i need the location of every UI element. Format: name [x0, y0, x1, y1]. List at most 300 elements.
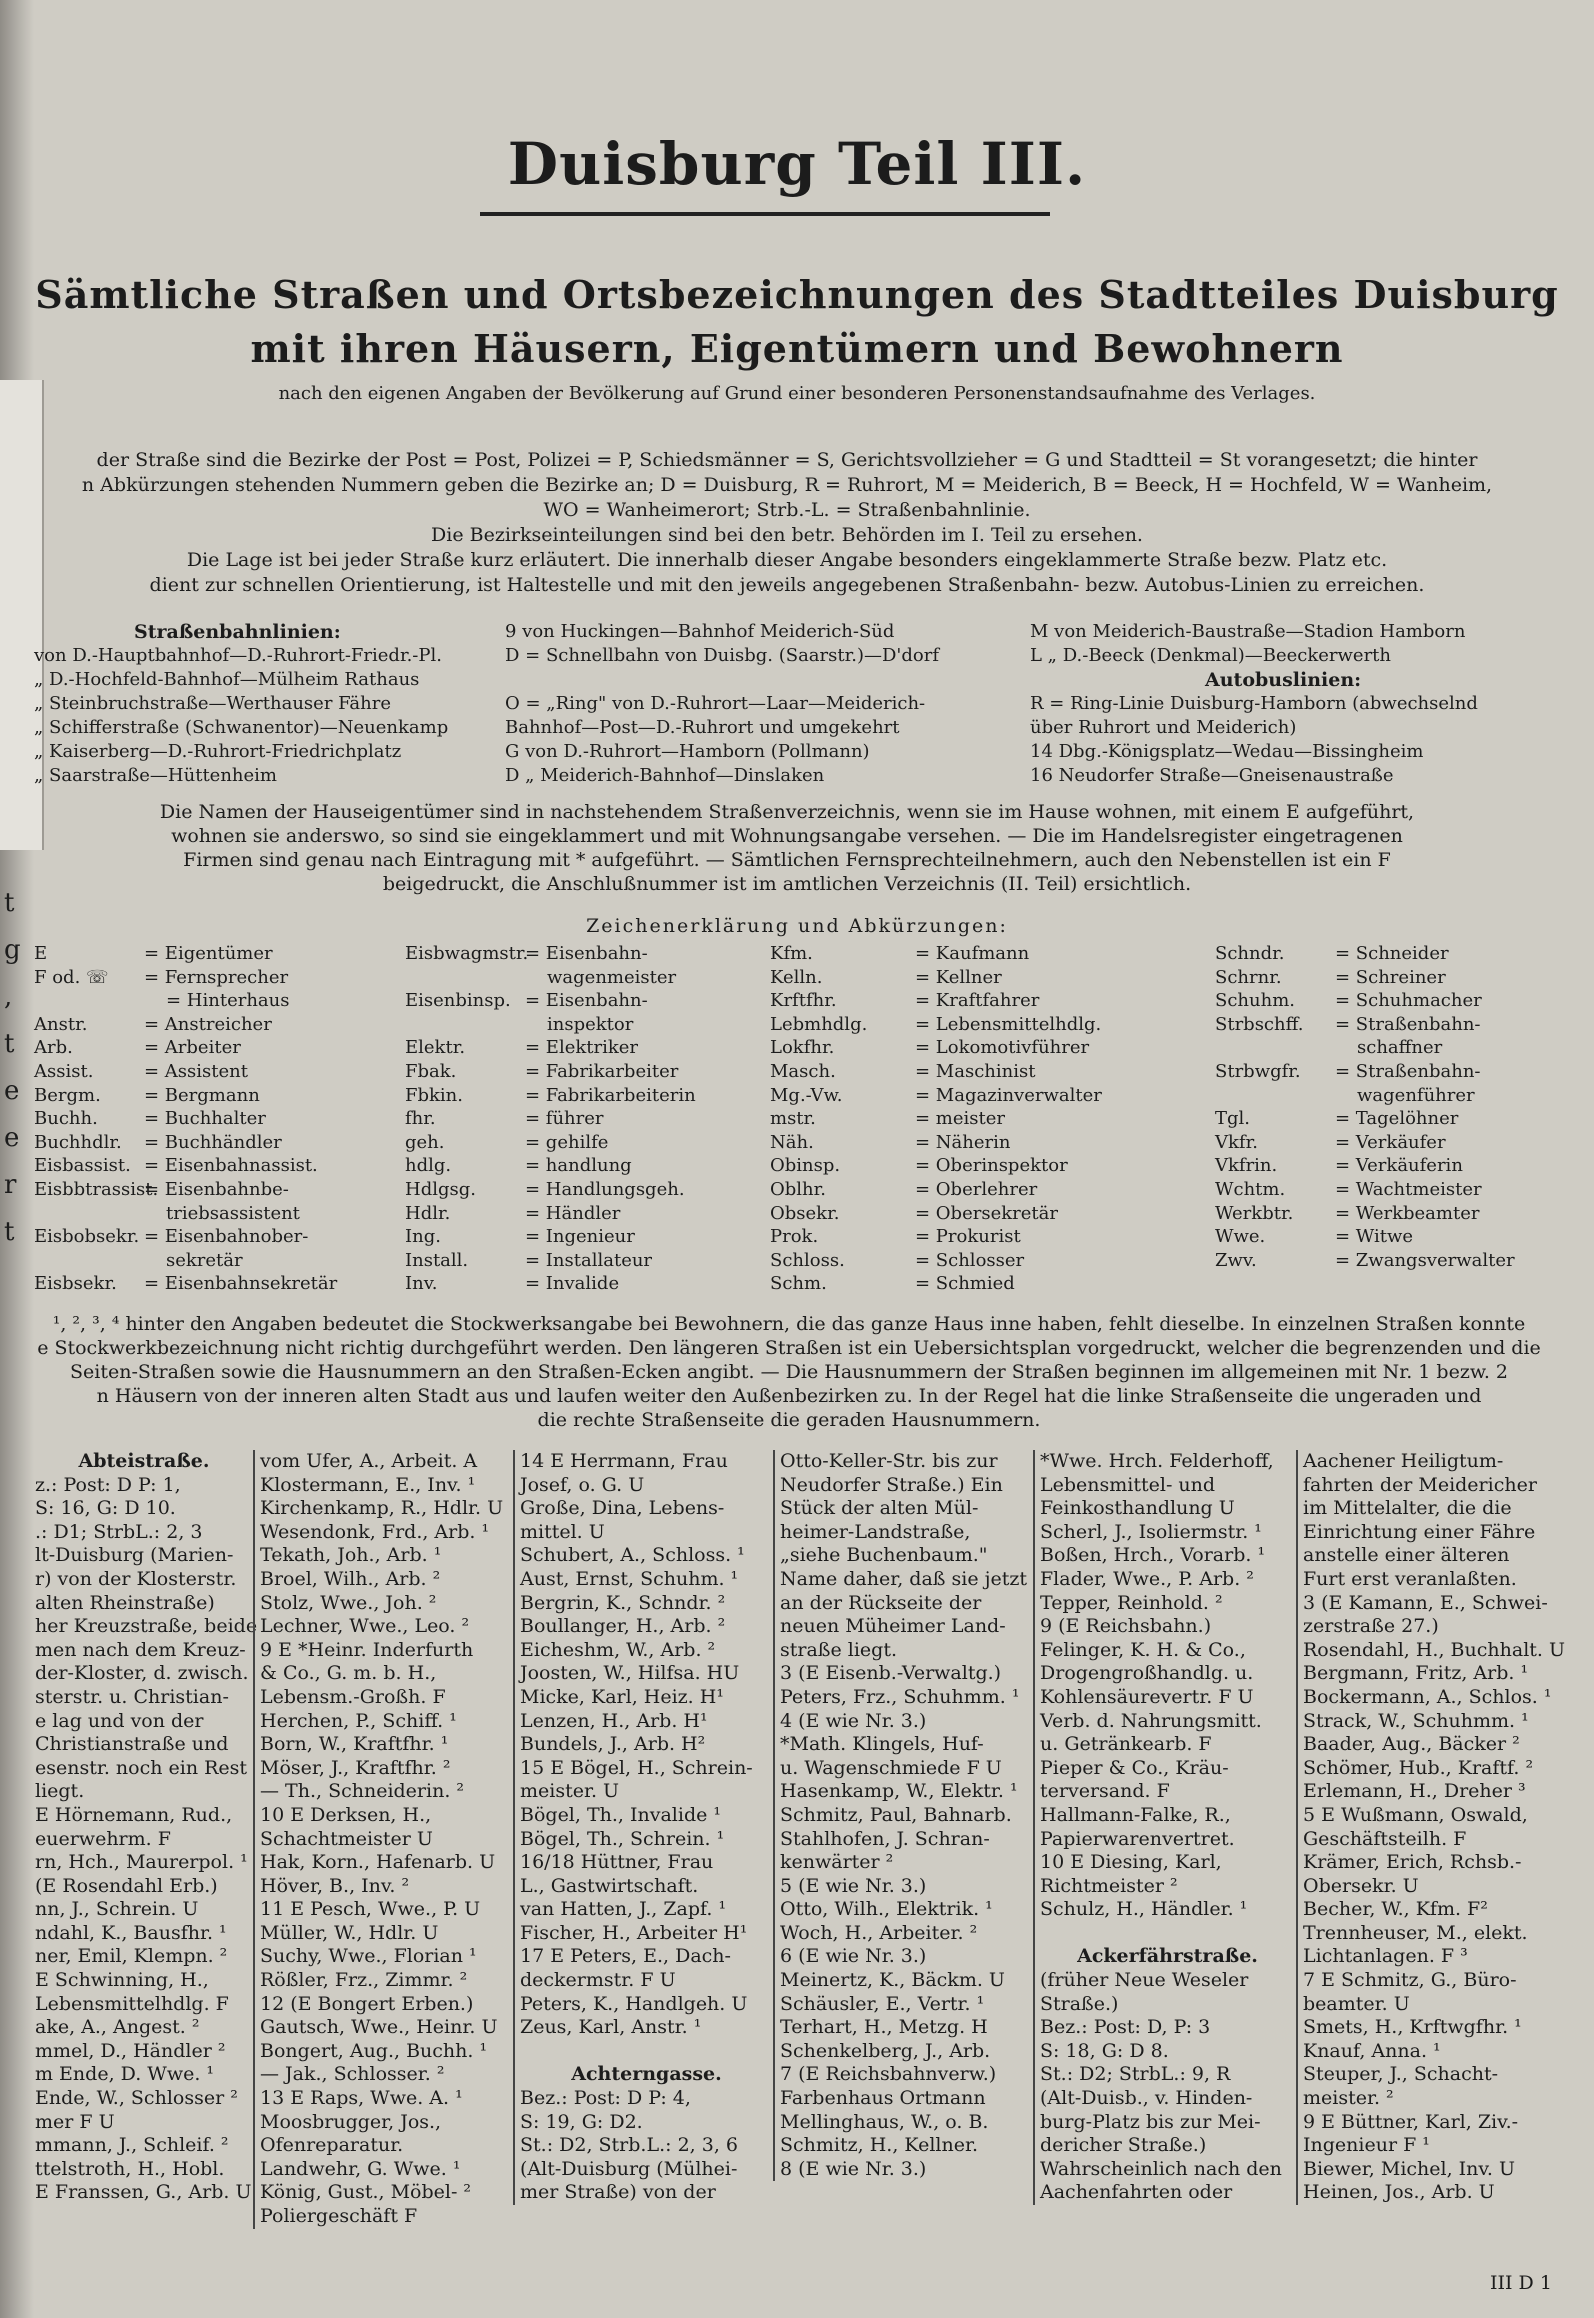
listing-line: Bögel, Th., Schrein. ¹ — [520, 1827, 725, 1850]
abbreviation-meaning: = Verkäuferin — [1335, 1155, 1463, 1177]
listing-line: Geschäftsteilh. F — [1303, 1827, 1467, 1850]
listing-line: Ende, W., Schlosser ² — [35, 2087, 238, 2110]
abbreviation-meaning: = Kaufmann — [915, 943, 1030, 964]
street-column-1 — [30, 1450, 258, 2205]
abbreviation-key — [1215, 1084, 1335, 1108]
abbreviation-row — [1215, 1013, 1565, 1037]
street-column-4 — [773, 1450, 1033, 2181]
abbreviation-row — [34, 1272, 404, 1296]
page-code: III D 1 — [1490, 2272, 1552, 2294]
listing-line: z.: Post: D P: 1, — [35, 1473, 181, 1496]
street-heading: Abteistraße. — [78, 1450, 210, 1472]
abbreviation-row — [405, 1084, 765, 1108]
abbreviation-row — [405, 942, 765, 966]
listing-line: Feinkosthandlung U — [1040, 1497, 1235, 1520]
listing-line: Trennheuser, M., elekt. — [1303, 1921, 1528, 1944]
listing-line: Klostermann, E., Inv. ¹ — [260, 1473, 476, 1496]
abbreviation-key — [405, 1013, 525, 1037]
listing-line: Obersekr. U — [1303, 1874, 1419, 1897]
listing-line: e lag und von der — [35, 1709, 204, 1732]
listing-line: Biewer, Michel, Inv. U — [1303, 2157, 1515, 2180]
owner-notice — [34, 800, 1540, 896]
listing-line: fahrten der Meidericher — [1303, 1473, 1537, 1496]
abbreviation-row — [34, 966, 404, 990]
listing-line: 8 (E wie Nr. 3.) — [780, 2157, 927, 2180]
owner-notice-line: Firmen sind genau nach Eintragung mit * aufgeführt. — Sämtlichen Fernsprechteilnehmern, auch den Nebenstellen ist ein F — [183, 849, 1391, 871]
abbreviation-row — [34, 942, 404, 966]
listing-line: Hak, Korn., Hafenarb. U — [260, 1851, 496, 1874]
abbreviation-key: Krftfhr. — [770, 990, 837, 1012]
listing-line: 15 E Bögel, H., Schrein- — [520, 1756, 753, 1779]
abbreviation-meaning: = Näherin — [915, 1131, 1011, 1153]
listing-line: Rosendahl, H., Buchhalt. U — [1303, 1638, 1565, 1661]
abbreviation-row — [405, 1107, 765, 1131]
listing-line: her Kreuzstraße, beide — [35, 1615, 258, 1638]
floor-notice-line: ¹, ², ³, ⁴ hinter den Angaben bedeutet die Stockwerksangabe bei Bewohnern, die das ganze Haus inne haben, fehlt dieselbe. In einzelnen Straßen konnte — [52, 1313, 1526, 1335]
listing-line: (Alt-Duisb., v. Hinden- — [1040, 2087, 1253, 2110]
abbreviation-row — [405, 1272, 765, 1296]
abbreviation-key: Näh. — [770, 1131, 814, 1153]
abbreviations-column — [34, 942, 404, 1296]
listing-line: 6 (E wie Nr. 3.) — [780, 1945, 927, 1968]
listing-line: Landwehr, G. Wwe. ¹ — [260, 2157, 461, 2180]
listing-line: Josef, o. G. U — [520, 1473, 645, 1496]
abbreviation-meaning: = Handlungsgeh. — [525, 1178, 685, 1200]
abbreviation-meaning: schaffner — [1357, 1037, 1443, 1059]
abbreviation-meaning: = meister — [915, 1108, 1006, 1130]
abbreviation-row — [34, 1013, 404, 1037]
listing-line: anstelle einer älteren — [1303, 1544, 1510, 1567]
listing-line: 14 E Herrmann, Frau — [520, 1450, 728, 1472]
listing-line: 10 E Derksen, H., — [260, 1803, 432, 1826]
abbreviation-row — [770, 966, 1200, 990]
abbreviation-key: Vkfr. — [1215, 1131, 1258, 1153]
abbreviation-meaning: = Installateur — [525, 1249, 653, 1271]
listing-line: E Schwinning, H., — [35, 1969, 209, 1992]
abbreviation-meaning: = Elektriker — [525, 1037, 639, 1059]
abbreviation-key: Schndr. — [1215, 943, 1285, 964]
abbreviation-meaning: = Tagelöhner — [1335, 1108, 1459, 1130]
listing-line: Verb. d. Nahrungsmitt. — [1040, 1709, 1262, 1732]
abbreviation-meaning: = Witwe — [1335, 1226, 1414, 1248]
listing-line: vom Ufer, A., Arbeit. A — [260, 1450, 478, 1472]
listing-line: St.: D2, Strb.L.: 2, 3, 6 — [520, 2134, 738, 2157]
floor-notice — [34, 1312, 1544, 1432]
abbreviation-key: Lokfhr. — [770, 1037, 835, 1059]
listing-line: Höver, B., Inv. ² — [260, 1874, 410, 1897]
listing-line: m Ende, D. Wwe. ¹ — [35, 2063, 215, 2086]
abbreviation-meaning: = Prokurist — [915, 1226, 1021, 1248]
abbreviation-key: Bergm. — [34, 1084, 101, 1106]
tram-line-item: Bahnhof—Post—D.-Ruhrort und umgekehrt — [505, 717, 900, 738]
abbreviations-heading: Zeichenerklärung und Abkürzungen: — [586, 915, 1008, 937]
listing-line: Richtmeister ² — [1040, 1874, 1178, 1897]
abbreviation-meaning: = Anstreicher — [144, 1013, 272, 1035]
listing-line: Schenkelberg, J., Arb. — [780, 2039, 991, 2062]
tram-lines-column — [34, 620, 494, 788]
listing-line: 5 (E wie Nr. 3.) — [780, 1874, 927, 1897]
listing-line: Steuper, J., Schacht- — [1303, 2063, 1499, 2086]
listing-line: Stück der alten Mül- — [780, 1497, 979, 1520]
tram-line-item: „ Schifferstraße (Schwanentor)—Neuenkamp — [34, 717, 449, 738]
intro-line: dient zur schnellen Orientierung, ist Haltestelle und mit den jeweils angegebenen Straßenbahn- bezw. Autobus-Linien zu erreichen. — [149, 574, 1425, 596]
listing-line: Schachtmeister U — [260, 1827, 433, 1850]
abbreviation-meaning: = Hinterhaus — [166, 990, 290, 1012]
abbreviation-key: F od. ☏ — [34, 966, 109, 988]
abbreviation-row — [770, 1225, 1200, 1249]
tram-line-item: O = „Ring" von D.-Ruhrort—Laar—Meiderich- — [505, 693, 926, 714]
listing-line: beamter. U — [1303, 1992, 1410, 2015]
abbreviation-key: Eisenbinsp. — [405, 990, 511, 1012]
listing-line: Name daher, daß sie jetzt — [780, 1567, 1028, 1590]
listing-line: Lebensmittel- und — [1040, 1473, 1216, 1496]
abbreviation-row — [770, 1107, 1200, 1131]
abbreviation-key: Anstr. — [34, 1013, 88, 1035]
listing-line: Hallmann-Falke, R., — [1040, 1803, 1231, 1826]
listing-line: mmel, D., Händler ² — [35, 2039, 226, 2062]
listing-line: zerstraße 27.) — [1303, 1615, 1439, 1638]
bus-line-item: über Ruhrort und Meiderich) — [1030, 717, 1297, 738]
abbreviation-row — [405, 1060, 765, 1084]
listing-line: men nach dem Kreuz- — [35, 1638, 246, 1661]
abbreviation-meaning: wagenführer — [1357, 1084, 1475, 1106]
listing-line: Lenzen, H., Arb. H¹ — [520, 1709, 708, 1732]
listing-line: Stahlhofen, J. Schran- — [780, 1827, 990, 1850]
listing-line: deckermstr. F U — [520, 1969, 676, 1992]
listing-line: Boßen, Hrch., Vorarb. ¹ — [1040, 1544, 1266, 1567]
abbreviation-row — [1215, 966, 1565, 990]
abbreviation-row — [770, 1036, 1200, 1060]
listing-line: Krämer, Erich, Rchsb.- — [1303, 1851, 1522, 1874]
abbreviation-meaning: = Kellner — [915, 966, 1002, 988]
abbreviation-meaning: = Eisenbahnbe- — [144, 1178, 289, 1200]
abbreviation-row — [405, 1249, 765, 1273]
listing-line: — Jak., Schlosser. ² — [260, 2063, 445, 2086]
listing-line: Born, W., Kraftfhr. ¹ — [260, 1733, 449, 1756]
abbreviation-row — [405, 1036, 765, 1060]
listing-line: 7 E Schmitz, G., Büro- — [1303, 1969, 1517, 1992]
abbreviation-key — [34, 1202, 144, 1226]
listing-line: esenstr. noch ein Rest — [35, 1756, 248, 1779]
title-underline — [480, 212, 1050, 216]
abbreviation-key: Oblhr. — [770, 1178, 826, 1200]
abbreviation-key: Fbkin. — [405, 1084, 463, 1106]
listing-line: Ingenieur F ¹ — [1303, 2134, 1430, 2157]
listing-line: dericher Straße.) — [1040, 2134, 1207, 2157]
listing-line: euerwehrm. F — [35, 1827, 171, 1850]
abbreviation-meaning: = handlung — [525, 1155, 632, 1177]
margin-letters: t g , t e e r t — [4, 888, 21, 1247]
abbreviation-meaning: = Verkäufer — [1335, 1131, 1446, 1153]
abbreviation-key: Eisbbtrassist. — [34, 1178, 159, 1200]
abbreviation-row — [770, 1202, 1200, 1226]
listing-line: Terhart, H., Metzg. H — [780, 2016, 988, 2039]
abbreviation-row — [34, 1202, 404, 1226]
listing-line: Kohlensäurevertr. F U — [1040, 1685, 1254, 1708]
listing-line: Kirchenkamp, R., Hdlr. U — [260, 1497, 504, 1520]
abbreviation-key: Arb. — [34, 1037, 73, 1059]
street-column-6 — [1296, 1450, 1565, 2205]
listing-line: Schömer, Hub., Kraftf. ² — [1303, 1756, 1534, 1779]
listing-line — [1040, 1922, 1295, 1946]
listing-line: Lebensmittelhdlg. F — [35, 1992, 229, 2015]
listing-line: Bez.: Post: D, P: 3 — [1040, 2016, 1211, 2039]
listing-line: 9 (E Reichsbahn.) — [1040, 1615, 1212, 1638]
abbreviation-key: fhr. — [405, 1108, 436, 1130]
listing-line: Felinger, K. H. & Co., — [1040, 1638, 1246, 1661]
tram-lines-column-2 — [505, 620, 1015, 788]
abbreviation-row — [34, 1249, 404, 1273]
abbreviation-meaning: = Fernsprecher — [144, 966, 289, 988]
listing-line: Drogengroßhandlg. u. — [1040, 1662, 1254, 1685]
abbreviation-meaning: = Schuhmacher — [1335, 990, 1482, 1012]
listing-line: mer F U — [35, 2110, 115, 2133]
abbreviation-meaning: sekretär — [166, 1249, 243, 1271]
listing-line: Hasenkamp, W., Elektr. ¹ — [780, 1780, 1018, 1803]
floor-notice-line: Seiten-Straßen sowie die Hausnummern an den Straßen-Ecken angibt. — Die Hausnummern der Straßen beginnen im allgemeinen mit Nr. 1 bezw. 2 — [69, 1361, 1509, 1383]
abbreviation-row — [1215, 1131, 1565, 1155]
listing-line: Schulz, H., Händler. ¹ — [1040, 1898, 1248, 1921]
abbreviation-row — [1215, 1202, 1565, 1226]
abbreviation-meaning: = gehilfe — [525, 1131, 609, 1153]
listing-line: Heinen, Jos., Arb. U — [1303, 2181, 1495, 2204]
street-heading: Achterngasse. — [571, 2063, 722, 2086]
listing-line: lt-Duisburg (Marien- — [35, 1544, 234, 1567]
abbreviation-row — [1215, 1249, 1565, 1273]
abbreviation-row — [1215, 1154, 1565, 1178]
abbreviation-key: Schrnr. — [1215, 966, 1282, 988]
intro-line: Die Lage ist bei jeder Straße kurz erläutert. Die innerhalb dieser Angabe besonders eingeklammerte Straße bezw. Platz etc. — [186, 549, 1388, 571]
abbreviation-key: Hdlgsg. — [405, 1178, 476, 1200]
page-title: Duisburg Teil III. — [507, 130, 1087, 198]
listing-line: Poliergeschäft F — [260, 2205, 418, 2227]
intro-line: WO = Wanheimerort; Strb.-L. = Straßenbahnlinie. — [543, 499, 1031, 521]
abbreviation-row — [770, 942, 1200, 966]
abbreviation-meaning: = Wachtmeister — [1335, 1178, 1482, 1200]
abbreviation-row — [405, 1225, 765, 1249]
listing-line: Aust, Ernst, Schuhm. ¹ — [520, 1567, 739, 1590]
abbreviation-row — [34, 1178, 404, 1202]
listing-line: E Hörnemann, Rud., — [35, 1803, 233, 1826]
abbreviation-meaning: = Magazinverwalter — [915, 1084, 1102, 1106]
abbreviation-key: Prok. — [770, 1226, 819, 1248]
listing-line: Lechner, Wwe., Leo. ² — [260, 1615, 470, 1638]
abbreviation-key: Eisbobsekr. — [34, 1226, 140, 1248]
listing-line: Stolz, Wwe., Joh. ² — [260, 1591, 437, 1614]
abbreviation-key: Strbwgfr. — [1215, 1060, 1301, 1082]
listing-line: Schäusler, E., Vertr. ¹ — [780, 1992, 985, 2015]
listing-line: Scherl, J., Isoliermstr. ¹ — [1040, 1520, 1262, 1543]
abbreviation-key: Zwv. — [1215, 1249, 1257, 1271]
listing-line: Neudorfer Straße.) Ein — [780, 1473, 1003, 1496]
abbreviation-meaning: = Straßenbahn- — [1335, 1060, 1481, 1082]
listing-line: Bez.: Post: D P: 4, — [520, 2087, 691, 2110]
abbreviation-row — [34, 989, 404, 1013]
abbreviation-meaning: wagenmeister — [547, 966, 677, 988]
listing-line: Schubert, A., Schloss. ¹ — [520, 1544, 745, 1567]
listing-line: ner, Emil, Klempn. ² — [35, 1945, 228, 1968]
listing-line: Bergrin, K., Schndr. ² — [520, 1591, 726, 1614]
bus-line-item: 16 Neudorfer Straße—Gneisenaustraße — [1030, 765, 1394, 786]
listing-line: Micke, Karl, Heiz. H¹ — [520, 1685, 724, 1708]
listing-line: Mellinghaus, W., o. B. — [780, 2110, 989, 2133]
abbreviation-key: Ing. — [405, 1226, 441, 1248]
abbreviation-meaning: = Händler — [525, 1202, 621, 1224]
tram-line-item: D „ Meiderich-Bahnhof—Dinslaken — [505, 765, 825, 786]
listing-line: Möser, J., Kraftfhr. ² — [260, 1756, 451, 1779]
abbreviation-key: Werkbtr. — [1215, 1202, 1294, 1224]
listing-line: sterstr. u. Christian- — [35, 1685, 229, 1708]
abbreviation-row — [34, 1225, 404, 1249]
abbreviation-row — [34, 1084, 404, 1108]
abbreviation-row — [770, 1084, 1200, 1108]
abbreviation-key: Vkfrin. — [1215, 1155, 1278, 1177]
abbreviations-column — [1215, 942, 1565, 1272]
listing-line: Schmitz, H., Kellner. — [780, 2134, 978, 2157]
abbreviation-key: Obinsp. — [770, 1155, 841, 1177]
listing-line: meister. ² — [1303, 2087, 1394, 2110]
abbreviation-row — [1215, 1107, 1565, 1131]
listing-line: Moosbrugger, Jos., — [260, 2110, 442, 2133]
listing-line: Schmitz, Paul, Bahnarb. — [780, 1803, 1012, 1826]
abbreviation-row — [34, 1131, 404, 1155]
tram-line-item: „ Saarstraße—Hüttenheim — [34, 765, 277, 786]
abbreviation-meaning: = Schlosser — [915, 1249, 1025, 1271]
listing-line: 17 E Peters, E., Dach- — [520, 1945, 731, 1968]
tram-line-item: L „ D.-Beeck (Denkmal)—Beeckerwerth — [1030, 645, 1392, 666]
listing-line: & Co., G. m. b. H., — [260, 1662, 437, 1685]
intro-line: Die Bezirkseinteilungen sind bei den betr. Behörden im I. Teil zu ersehen. — [431, 524, 1143, 546]
abbreviation-row — [34, 1036, 404, 1060]
abbreviation-key — [34, 989, 144, 1013]
listing-line: Fischer, H., Arbeiter H¹ — [520, 1921, 748, 1944]
listing-line: Große, Dina, Lebens- — [520, 1497, 725, 1520]
listing-line: Bögel, Th., Invalide ¹ — [520, 1803, 722, 1826]
abbreviation-row — [770, 1013, 1200, 1037]
abbreviation-meaning: = Schreiner — [1335, 966, 1446, 988]
listing-line: Straße.) — [1040, 1992, 1119, 2015]
abbreviation-meaning: = Eisenbahnsekretär — [144, 1273, 338, 1295]
abbreviation-meaning: = Maschinist — [915, 1060, 1036, 1082]
listing-line: „siehe Buchenbaum." — [780, 1544, 988, 1567]
listing-line: 16/18 Hüttner, Frau — [520, 1851, 714, 1874]
listing-line: Lebensm.-Großh. F — [260, 1685, 446, 1708]
tram-line-item — [505, 668, 1015, 692]
abbreviation-key: Buchh. — [34, 1108, 98, 1130]
subtitle-note: nach den eigenen Angaben der Bevölkerung auf Grund einer besonderen Personenstandsaufnahme des Verlages. — [278, 383, 1316, 404]
intro-line: der Straße sind die Bezirke der Post = Post, Polizei = P, Schiedsmänner = S, Gerichtsvollzieher = G und Stadtteil = St vorangesetzt; die hinter — [96, 449, 1478, 471]
abbreviation-key: Hdlr. — [405, 1202, 451, 1224]
listing-line: Bockermann, A., Schlos. ¹ — [1303, 1685, 1552, 1708]
listing-line: 11 E Pesch, Wwe., P. U — [260, 1898, 481, 1921]
floor-notice-line: e Stockwerkbezeichnung nicht richtig durchgeführt werden. Den längeren Straßen ist ein Uebersichtsplan vorgedruckt, welcher die begrenzenden und die — [37, 1337, 1541, 1359]
abbreviation-meaning: inspektor — [547, 1013, 634, 1035]
listing-line: Otto, Wilh., Elektrik. ¹ — [780, 1898, 993, 1921]
abbreviation-key: Install. — [405, 1249, 469, 1271]
abbreviation-key: mstr. — [770, 1108, 816, 1130]
listing-line: E Franssen, G., Arb. U — [35, 2181, 252, 2204]
listing-line: 7 (E Reichsbahnverw.) — [780, 2063, 997, 2086]
intro-line: n Abkürzungen stehenden Nummern geben die Bezirke an; D = Duisburg, R = Ruhrort, M = Meiderich, B = Beeck, H = Hochfeld, W = Wanheim, — [81, 474, 1493, 496]
listing-line: (früher Neue Weseler — [1040, 1969, 1249, 1992]
abbreviation-meaning: = Eisenbahnassist. — [144, 1155, 318, 1177]
tram-line-item: M von Meiderich-Baustraße—Stadion Hamborn — [1030, 621, 1466, 642]
listing-line: Gautsch, Wwe., Heinr. U — [260, 2016, 498, 2039]
listing-line: ndahl, K., Bausfhr. ¹ — [35, 1921, 227, 1944]
listing-line — [520, 2040, 773, 2064]
abbreviation-meaning: = Oberinspektor — [915, 1155, 1068, 1177]
listing-line: Furt erst veranlaßten. — [1303, 1567, 1517, 1590]
listing-line: ake, A., Angest. ² — [35, 2016, 200, 2039]
tram-line-item: „ Kaiserberg—D.-Ruhrort-Friedrichplatz — [34, 741, 402, 762]
floor-notice-line: die rechte Straßenseite die geraden Hausnummern. — [537, 1409, 1041, 1431]
abbreviation-meaning: = Eisenbahnober- — [144, 1226, 309, 1248]
listing-line: 10 E Diesing, Karl, — [1040, 1851, 1222, 1874]
listing-line: 12 (E Bongert Erben.) — [260, 1992, 474, 2015]
listing-line: S: 18, G: D 8. — [1040, 2039, 1169, 2062]
listing-line: r) von der Klosterstr. — [35, 1567, 237, 1590]
listing-line: 9 E Büttner, Karl, Ziv.- — [1303, 2110, 1519, 2133]
listing-line: nn, J., Schrein. U — [35, 1898, 199, 1921]
abbreviation-key: Mg.-Vw. — [770, 1084, 843, 1106]
abbreviation-key: Buchhdlr. — [34, 1131, 122, 1153]
street-column-5 — [1033, 1450, 1295, 2205]
listing-line: Wesendonk, Frd., Arb. ¹ — [260, 1520, 490, 1543]
abbreviation-row — [770, 1178, 1200, 1202]
abbreviation-meaning: = Arbeiter — [144, 1037, 241, 1059]
listing-line: rn, Hch., Maurerpol. ¹ — [35, 1851, 248, 1874]
listing-line: burg-Platz bis zur Mei- — [1040, 2110, 1261, 2133]
listing-line: (Alt-Duisburg (Mülhei- — [520, 2157, 738, 2180]
listing-line: Meinertz, K., Bäckm. U — [780, 1969, 1005, 1992]
abbreviation-row — [34, 1060, 404, 1084]
owner-notice-line: beigedruckt, die Anschlußnummer ist im amtlichen Verzeichnis (II. Teil) ersichtlich. — [382, 873, 1192, 895]
abbreviation-row — [1215, 1036, 1565, 1060]
listing-line: König, Gust., Möbel- ² — [260, 2181, 472, 2204]
abbreviation-row — [405, 1178, 765, 1202]
abbreviation-row — [770, 1060, 1200, 1084]
abbreviation-key: Wchtm. — [1215, 1178, 1286, 1200]
listing-line: Müller, W., Hdlr. U — [260, 1921, 439, 1944]
abbreviation-row — [405, 1202, 765, 1226]
tram-lines-heading: Straßenbahnlinien: — [134, 621, 341, 643]
listing-line: Tepper, Reinhold. ² — [1040, 1591, 1223, 1614]
owner-notice-line: wohnen sie anderswo, so sind sie eingeklammert und mit Wohnungsangabe versehen. — Die im Handelsregister eingetragenen — [171, 825, 1403, 847]
listing-line: Tekath, Joh., Arb. ¹ — [260, 1544, 442, 1567]
listing-line: Joosten, W., Hilfsa. HU — [520, 1662, 740, 1685]
abbreviation-row — [1215, 1084, 1565, 1108]
listing-line: Smets, H., Krftwgfhr. ¹ — [1303, 2016, 1522, 2039]
tram-line-item: „ Steinbruchstraße—Werthauser Fähre — [34, 693, 391, 714]
abbreviation-key: Kfm. — [770, 943, 813, 964]
listing-line: Lichtanlagen. F ³ — [1303, 1945, 1468, 1968]
abbreviation-key: Schloss. — [770, 1249, 845, 1271]
listing-line: Broel, Wilh., Arb. ² — [260, 1567, 441, 1590]
listing-line: Baader, Aug., Bäcker ² — [1303, 1733, 1520, 1756]
listing-line: 5 E Wußmann, Oswald, — [1303, 1803, 1528, 1826]
abbreviation-key: Tgl. — [1215, 1108, 1251, 1130]
abbreviation-meaning: = Obersekretär — [915, 1202, 1058, 1224]
tram-line-item: D = Schnellbahn von Duisbg. (Saarstr.)—D'dorf — [505, 645, 939, 666]
abbreviation-row — [405, 1131, 765, 1155]
listing-line: Aachener Heiligtum- — [1303, 1450, 1504, 1472]
listing-line: alten Rheinstraße) — [35, 1591, 215, 1614]
abbreviation-key: Assist. — [34, 1060, 94, 1082]
listing-line: Zeus, Karl, Anstr. ¹ — [520, 2016, 702, 2039]
listing-line: Herchen, P., Schiff. ¹ — [260, 1709, 457, 1732]
abbreviation-meaning: = Ingenieur — [525, 1226, 635, 1248]
bus-line-item: R = Ring-Linie Duisburg-Hamborn (abwechselnd — [1030, 693, 1478, 714]
